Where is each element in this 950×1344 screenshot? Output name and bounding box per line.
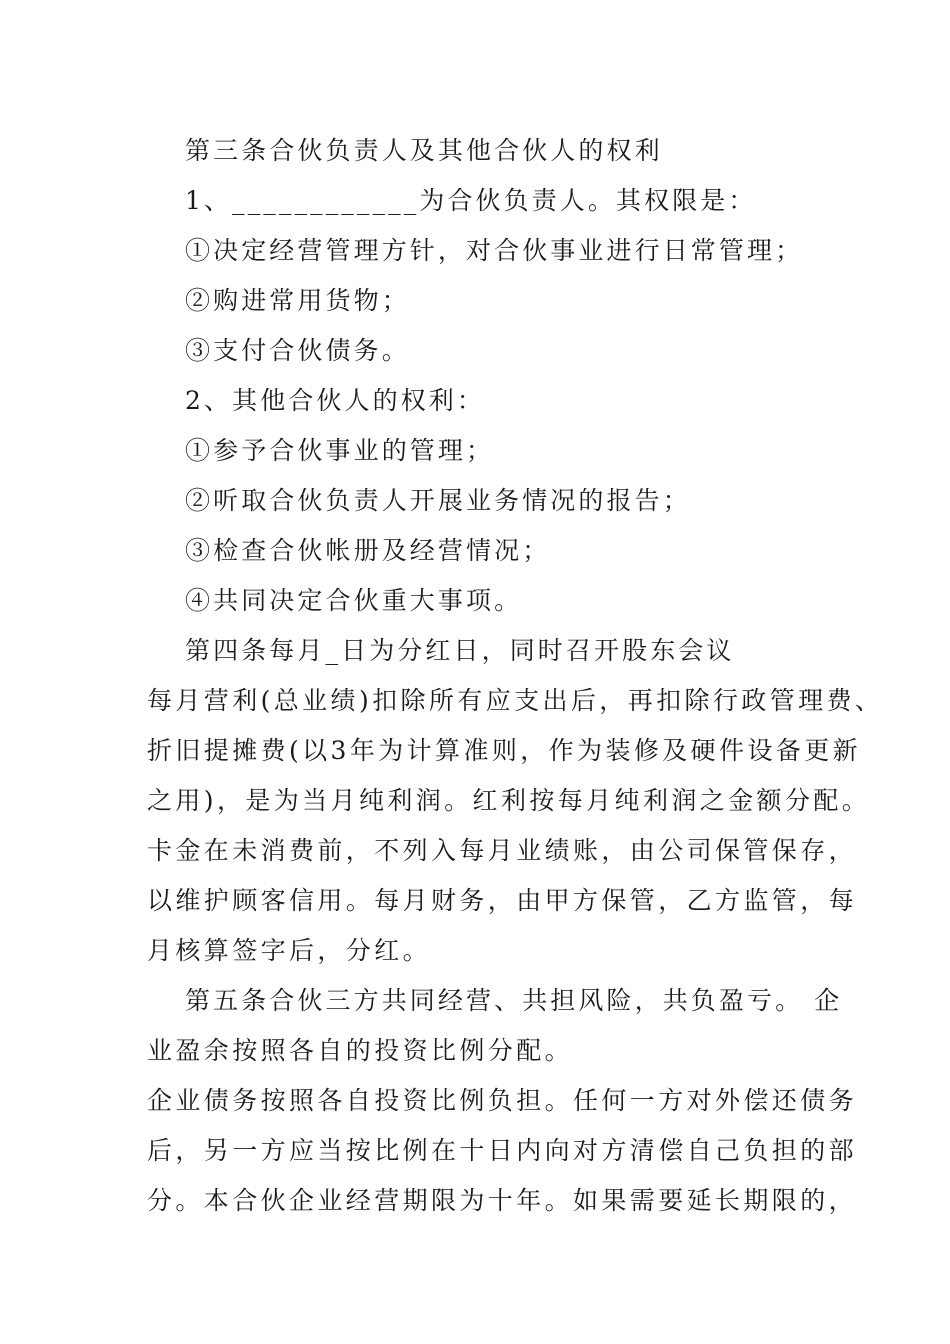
article-4-paragraph-line-1: 每月营利(总业绩)扣除所有应支出后，再扣除行政管理费、 (147, 686, 884, 715)
clause-1-item-2: ②购进常用货物； (185, 286, 410, 315)
clause-2-other-partners: 2、其他合伙人的权利： (185, 386, 486, 415)
article-4-paragraph-line-6: 月核算签字后，分红。 (147, 936, 432, 965)
clause-2-item-3: ③检查合伙帐册及经营情况； (185, 536, 551, 565)
clause-1-item-3: ③支付合伙债务。 (185, 336, 410, 365)
article-4-paragraph-line-3: 之用)，是为当月纯利润。红利按每月纯利润之金额分配。 (147, 786, 871, 815)
article-4-paragraph-line-2: 折旧提摊费(以3年为计算准则，作为装修及硬件设备更新 (147, 736, 862, 765)
article-4-paragraph-line-5: 以维护顾客信用。每月财务，由甲方保管，乙方监管，每 (147, 886, 858, 915)
article-4-paragraph-line-4: 卡金在未消费前，不列入每月业绩账，由公司保管保存， (147, 836, 858, 865)
article-5-line-3: 企业债务按照各自投资比例负担。任何一方对外偿还债务 (147, 1086, 858, 1115)
article-4-heading: 第四条每月_日为分红日，同时召开股东会议 (185, 636, 735, 665)
article-5-line-4: 后，另一方应当按比例在十日内向对方清偿自己负担的部 (147, 1136, 858, 1165)
clause-2-item-4: ④共同决定合伙重大事项。 (185, 586, 523, 615)
article-5-heading: 第五条合伙三方共同经营、共担风险，共负盈亏。 企 (185, 986, 843, 1015)
clause-1-responsible-partner: 1、____________为合伙负责人。其权限是： (185, 186, 757, 215)
article-3-heading: 第三条合伙负责人及其他合伙人的权利 (185, 136, 663, 165)
clause-2-item-2: ②听取合伙负责人开展业务情况的报告； (185, 486, 691, 515)
clause-1-item-1: ①决定经营管理方针，对合伙事业进行日常管理； (185, 236, 804, 265)
article-5-line-5: 分。本合伙企业经营期限为十年。如果需要延长期限的， (147, 1186, 858, 1215)
article-5-line-2: 业盈余按照各自的投资比例分配。 (147, 1036, 574, 1065)
clause-2-item-1: ①参予合伙事业的管理； (185, 436, 495, 465)
